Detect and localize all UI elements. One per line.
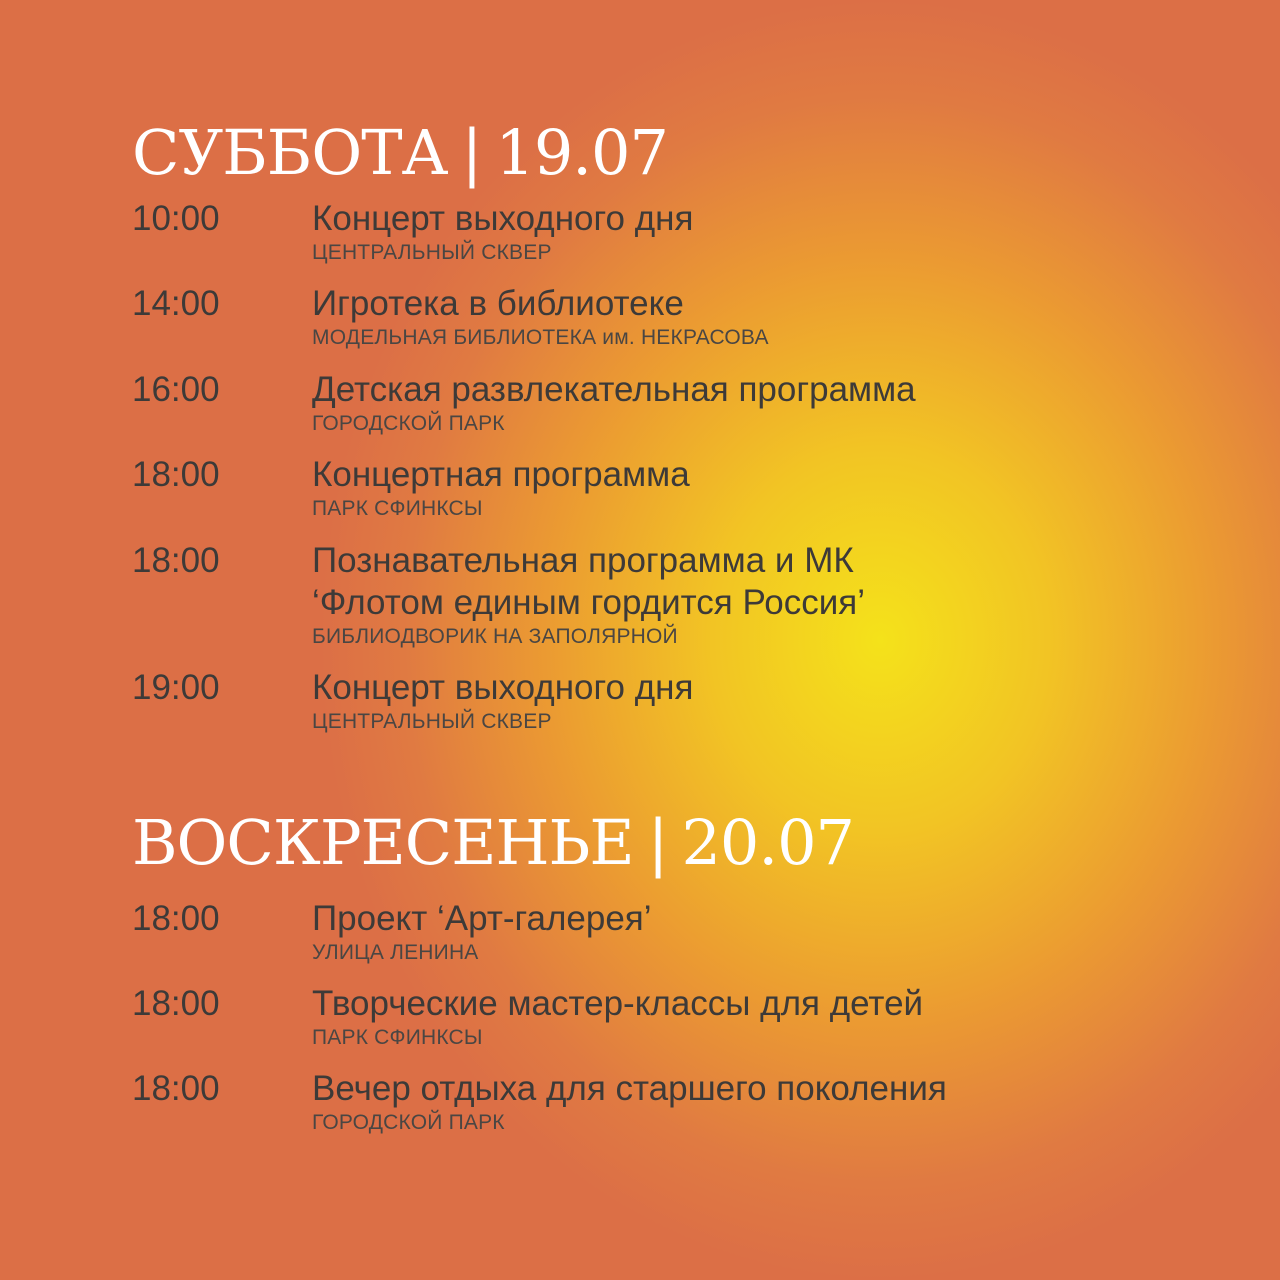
sunday-heading — [132, 806, 854, 879]
sunday-date: 20.07 — [681, 806, 854, 879]
event-venue: ПАРК СФИНКСЫ — [312, 1026, 483, 1049]
event-title: Вечер отдыха для старшего поколения — [312, 1069, 947, 1108]
event-time: 18:00 — [132, 899, 220, 938]
event-title: Игротека в библиотеке — [312, 284, 684, 323]
event-title: Концерт выходного дня — [312, 199, 694, 238]
sunday-separator: | — [647, 806, 668, 879]
event-time: 18:00 — [132, 541, 220, 580]
event-venue: УЛИЦА ЛЕНИНА — [312, 941, 479, 964]
sunday-day: ВОСКРЕСЕНЬЕ — [132, 806, 634, 879]
event-time: 16:00 — [132, 370, 220, 409]
event-venue: ЦЕНТРАЛЬНЫЙ СКВЕР — [312, 241, 552, 264]
event-title: Концертная программа — [312, 455, 690, 494]
event-time: 18:00 — [132, 455, 220, 494]
event-title: Проект ‘Арт-галерея’ — [312, 899, 652, 938]
event-venue: ГОРОДСКОЙ ПАРК — [312, 412, 505, 435]
event-time: 14:00 — [132, 284, 220, 323]
event-title: Концерт выходного дня — [312, 668, 694, 707]
saturday-separator: | — [461, 116, 482, 189]
event-venue: ПАРК СФИНКСЫ — [312, 497, 483, 520]
event-title: Детская развлекательная программа — [312, 370, 916, 409]
event-venue: МОДЕЛЬНАЯ БИБЛИОТЕКА им. НЕКРАСОВА — [312, 326, 769, 349]
event-time: 18:00 — [132, 1069, 220, 1108]
event-title: Познавательная программа и МК ‘Флотом единым гордится Россия’ — [312, 541, 866, 622]
event-time: 19:00 — [132, 668, 220, 707]
saturday-date: 19.07 — [495, 116, 668, 189]
event-time: 18:00 — [132, 984, 220, 1023]
event-venue: БИБЛИОДВОРИК НА ЗАПОЛЯРНОЙ — [312, 625, 678, 648]
saturday-day: СУББОТА — [132, 116, 448, 189]
event-venue: ГОРОДСКОЙ ПАРК — [312, 1111, 505, 1134]
event-venue: ЦЕНТРАЛЬНЫЙ СКВЕР — [312, 710, 552, 733]
saturday-heading — [132, 116, 668, 189]
event-time: 10:00 — [132, 199, 220, 238]
event-title: Творческие мастер-классы для детей — [312, 984, 924, 1023]
